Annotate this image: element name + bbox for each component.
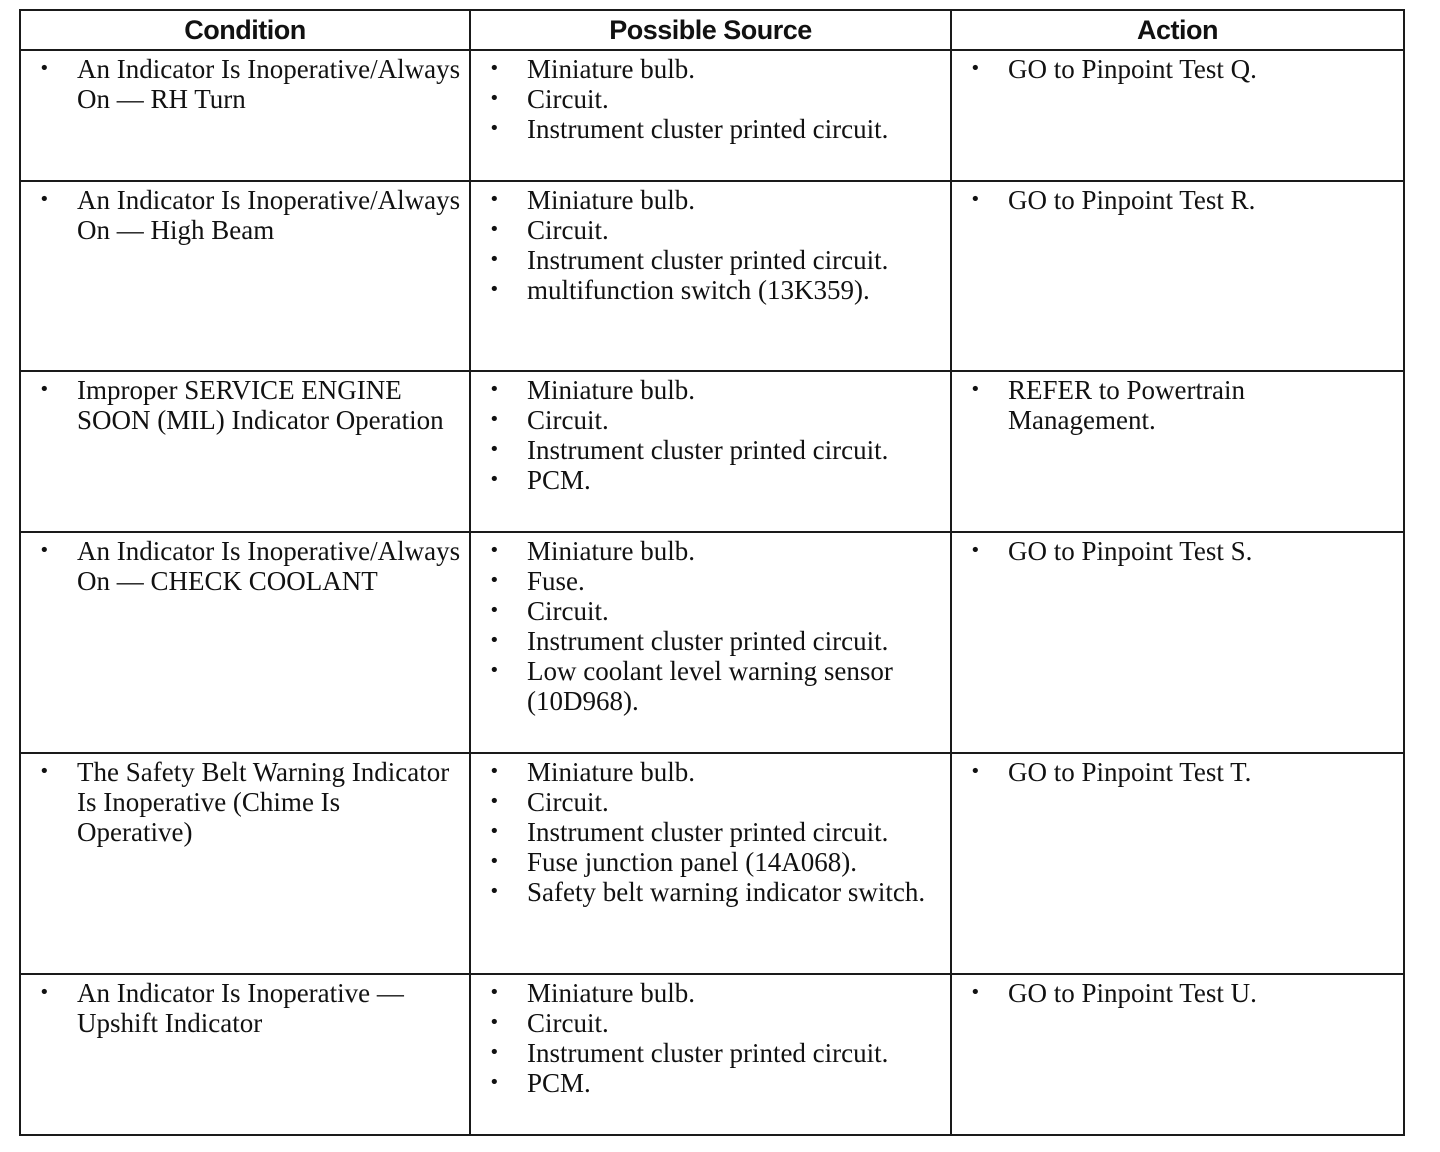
source-item-text: Miniature bulb. xyxy=(527,185,695,215)
source-item xyxy=(481,185,942,215)
bullet-icon: • xyxy=(489,219,500,240)
action-cell-list xyxy=(962,375,1395,435)
action-item-text: GO to Pinpoint Test S. xyxy=(1008,536,1253,566)
column-header-possible-source: Possible Source xyxy=(470,10,951,50)
condition-cell-list xyxy=(31,54,461,114)
source-item-text: Low coolant level warning sensor (10D968). xyxy=(527,656,893,716)
source-item xyxy=(481,596,942,626)
source-item xyxy=(481,375,942,405)
action-cell-list xyxy=(962,54,1395,84)
bullet-icon: • xyxy=(970,379,981,400)
source-item-text: Miniature bulb. xyxy=(527,978,695,1008)
possible-source-cell xyxy=(470,974,951,1135)
bullet-icon: • xyxy=(39,982,50,1003)
condition-cell-list xyxy=(31,375,461,435)
condition-cell xyxy=(20,532,470,753)
source-item xyxy=(481,656,942,716)
possible-source-cell xyxy=(470,181,951,371)
bullet-icon: • xyxy=(39,189,50,210)
bullet-icon: • xyxy=(39,58,50,79)
bullet-icon: • xyxy=(489,58,500,79)
bullet-icon: • xyxy=(489,540,500,561)
source-item xyxy=(481,215,942,245)
condition-item-text: An Indicator Is Inoperative/Always On — CHECK COOLANT xyxy=(77,536,461,596)
source-item xyxy=(481,978,942,1008)
condition-cell-list xyxy=(31,757,461,847)
possible-source-cell-list xyxy=(481,54,942,144)
possible-source-cell-list xyxy=(481,757,942,907)
source-item-text: Miniature bulb. xyxy=(527,375,695,405)
source-item xyxy=(481,54,942,84)
source-item xyxy=(481,465,942,495)
bullet-icon: • xyxy=(489,1042,500,1063)
bullet-icon: • xyxy=(489,660,500,681)
bullet-icon: • xyxy=(489,851,500,872)
condition-item xyxy=(31,185,461,245)
bullet-icon: • xyxy=(489,249,500,270)
source-item xyxy=(481,245,942,275)
bullet-icon: • xyxy=(39,540,50,561)
table-row xyxy=(20,532,1404,753)
possible-source-cell-list xyxy=(481,536,942,716)
table-row xyxy=(20,181,1404,371)
condition-cell xyxy=(20,181,470,371)
source-item xyxy=(481,1068,942,1098)
source-item xyxy=(481,536,942,566)
condition-item xyxy=(31,757,461,847)
action-cell xyxy=(951,753,1404,974)
possible-source-cell-list xyxy=(481,978,942,1098)
bullet-icon: • xyxy=(489,469,500,490)
source-item xyxy=(481,626,942,656)
action-cell xyxy=(951,974,1404,1135)
source-item-text: Fuse. xyxy=(527,566,585,596)
condition-item xyxy=(31,536,461,596)
source-item-text: Instrument cluster printed circuit. xyxy=(527,435,889,465)
table-row xyxy=(20,753,1404,974)
source-item xyxy=(481,405,942,435)
source-item xyxy=(481,877,942,907)
action-item-text: REFER to Powertrain Management. xyxy=(1008,375,1245,435)
source-item-text: Circuit. xyxy=(527,787,609,817)
source-item xyxy=(481,1038,942,1068)
bullet-icon: • xyxy=(489,982,500,1003)
source-item-text: Miniature bulb. xyxy=(527,536,695,566)
source-item-text: Instrument cluster printed circuit. xyxy=(527,626,889,656)
action-cell xyxy=(951,371,1404,532)
source-item-text: Circuit. xyxy=(527,215,609,245)
bullet-icon: • xyxy=(489,118,500,139)
bullet-icon: • xyxy=(489,88,500,109)
action-cell xyxy=(951,532,1404,753)
source-item xyxy=(481,787,942,817)
action-item xyxy=(962,185,1395,215)
bullet-icon: • xyxy=(489,570,500,591)
action-cell xyxy=(951,181,1404,371)
bullet-icon: • xyxy=(489,630,500,651)
possible-source-cell xyxy=(470,371,951,532)
source-item-text: multifunction switch (13K359). xyxy=(527,275,870,305)
condition-cell-list xyxy=(31,536,461,596)
condition-cell xyxy=(20,753,470,974)
header-row xyxy=(20,10,1404,50)
source-item xyxy=(481,84,942,114)
source-item-text: Circuit. xyxy=(527,84,609,114)
source-item-text: Safety belt warning indicator switch. xyxy=(527,877,926,907)
source-item-text: Instrument cluster printed circuit. xyxy=(527,114,889,144)
source-item-text: Instrument cluster printed circuit. xyxy=(527,1038,889,1068)
condition-item xyxy=(31,375,461,435)
possible-source-cell xyxy=(470,532,951,753)
action-cell-list xyxy=(962,757,1395,787)
action-cell xyxy=(951,50,1404,181)
diagnosis-table xyxy=(19,9,1405,1136)
bullet-icon: • xyxy=(489,1072,500,1093)
action-item xyxy=(962,757,1395,787)
source-item-text: Circuit. xyxy=(527,1008,609,1038)
column-header-action: Action xyxy=(951,10,1404,50)
bullet-icon: • xyxy=(489,881,500,902)
bullet-icon: • xyxy=(970,982,981,1003)
table-row xyxy=(20,50,1404,181)
source-item-text: Circuit. xyxy=(527,405,609,435)
bullet-icon: • xyxy=(970,540,981,561)
source-item-text: PCM. xyxy=(527,1068,591,1098)
bullet-icon: • xyxy=(489,409,500,430)
source-item xyxy=(481,757,942,787)
source-item-text: Fuse junction panel (14A068). xyxy=(527,847,857,877)
action-item-text: GO to Pinpoint Test R. xyxy=(1008,185,1256,215)
condition-item-text: An Indicator Is Inoperative — Upshift Indicator xyxy=(77,978,404,1038)
bullet-icon: • xyxy=(489,189,500,210)
condition-item xyxy=(31,978,461,1038)
possible-source-cell-list xyxy=(481,185,942,305)
source-item xyxy=(481,275,942,305)
bullet-icon: • xyxy=(489,439,500,460)
source-item xyxy=(481,1008,942,1038)
bullet-icon: • xyxy=(489,761,500,782)
possible-source-cell xyxy=(470,753,951,974)
possible-source-cell xyxy=(470,50,951,181)
source-item-text: Instrument cluster printed circuit. xyxy=(527,245,889,275)
condition-cell xyxy=(20,371,470,532)
bullet-icon: • xyxy=(489,279,500,300)
condition-cell-list xyxy=(31,185,461,245)
bullet-icon: • xyxy=(39,761,50,782)
table-row xyxy=(20,974,1404,1135)
condition-item-text: Improper SERVICE ENGINE SOON (MIL) Indicator Operation xyxy=(77,375,444,435)
condition-item-text: The Safety Belt Warning Indicator Is Inoperative (Chime Is Operative) xyxy=(77,757,450,847)
action-item xyxy=(962,54,1395,84)
table-row xyxy=(20,371,1404,532)
source-item-text: Circuit. xyxy=(527,596,609,626)
action-item xyxy=(962,375,1395,435)
condition-item-text: An Indicator Is Inoperative/Always On — RH Turn xyxy=(77,54,461,114)
table-body xyxy=(20,50,1404,1135)
bullet-icon: • xyxy=(489,600,500,621)
source-item-text: PCM. xyxy=(527,465,591,495)
action-cell-list xyxy=(962,978,1395,1008)
bullet-icon: • xyxy=(489,379,500,400)
condition-item xyxy=(31,54,461,114)
bullet-icon: • xyxy=(970,189,981,210)
action-item xyxy=(962,978,1395,1008)
condition-cell xyxy=(20,50,470,181)
condition-cell xyxy=(20,974,470,1135)
source-item xyxy=(481,114,942,144)
source-item-text: Instrument cluster printed circuit. xyxy=(527,817,889,847)
bullet-icon: • xyxy=(489,1012,500,1033)
action-cell-list xyxy=(962,185,1395,215)
action-item-text: GO to Pinpoint Test Q. xyxy=(1008,54,1257,84)
source-item-text: Miniature bulb. xyxy=(527,757,695,787)
possible-source-cell-list xyxy=(481,375,942,495)
action-item xyxy=(962,536,1395,566)
bullet-icon: • xyxy=(970,761,981,782)
bullet-icon: • xyxy=(39,379,50,400)
bullet-icon: • xyxy=(489,821,500,842)
source-item-text: Miniature bulb. xyxy=(527,54,695,84)
source-item xyxy=(481,817,942,847)
bullet-icon: • xyxy=(489,791,500,812)
bullet-icon: • xyxy=(970,58,981,79)
condition-item-text: An Indicator Is Inoperative/Always On — High Beam xyxy=(77,185,461,245)
source-item xyxy=(481,435,942,465)
source-item xyxy=(481,847,942,877)
action-item-text: GO to Pinpoint Test T. xyxy=(1008,757,1252,787)
column-header-condition: Condition xyxy=(20,10,470,50)
action-cell-list xyxy=(962,536,1395,566)
action-item-text: GO to Pinpoint Test U. xyxy=(1008,978,1257,1008)
condition-cell-list xyxy=(31,978,461,1038)
source-item xyxy=(481,566,942,596)
